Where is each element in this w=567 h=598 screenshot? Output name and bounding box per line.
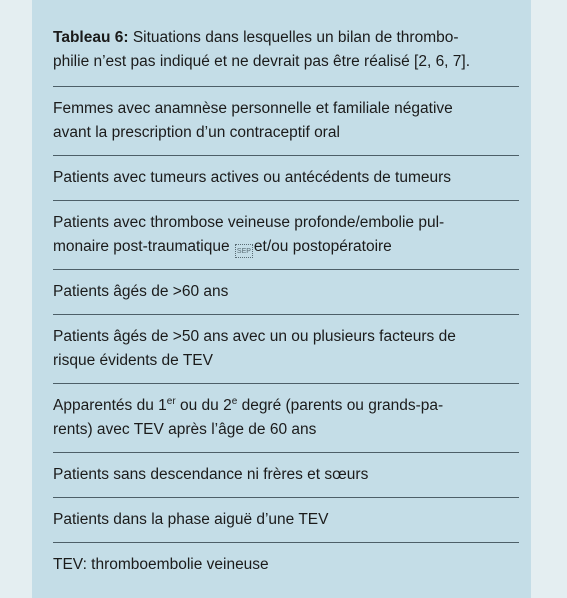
row-text (53, 394, 511, 418)
table-row (53, 156, 519, 201)
row-text: Patients âgés de >50 ans avec un ou plusieurs facteurs de (53, 328, 456, 345)
row-text: rents) avec TEV après l’âge de 60 ans (53, 421, 317, 438)
row-text: avant la prescription d’un contraceptif oral (53, 124, 340, 141)
table-row (53, 315, 519, 384)
row-text: Patients avec thrombose veineuse profonde/embolie pul- (53, 214, 445, 231)
row-text: Patients âgés de >60 ans (53, 283, 229, 300)
row-text-part: ou du 2 (175, 397, 232, 414)
caption-line-2: philie n’est pas indiqué et ne devrait pas être réalisé [2, 6, 7]. (53, 53, 471, 70)
table-row (53, 270, 519, 315)
superscript: e (231, 395, 238, 407)
row-text: TEV: thromboembolie veineuse (53, 556, 269, 573)
table-body (53, 86, 519, 588)
caption-line-1 (53, 26, 511, 50)
row-text-part: et/ou postopératoire (253, 238, 392, 255)
row-text-part: degré (parents ou grands-pa- (237, 397, 444, 414)
caption-text-1: Situations dans lesquelles un bilan de thrombo- (128, 29, 459, 46)
table-row (53, 453, 519, 498)
table-row (53, 87, 519, 156)
row-text: Patients dans la phase aiguë d’une TEV (53, 511, 329, 528)
table-panel (32, 0, 531, 598)
table-row (53, 498, 519, 543)
table-row (53, 384, 519, 453)
row-text: Femmes avec anamnèse personnelle et familiale négative (53, 100, 453, 117)
row-text: Patients avec tumeurs actives ou antécédents de tumeurs (53, 169, 452, 186)
superscript: er (166, 395, 176, 407)
separator-glyph: SEP (235, 244, 253, 258)
row-text: risque évidents de TEV (53, 352, 213, 369)
caption-label: Tableau 6: (53, 29, 129, 46)
row-text-part: monaire post-traumatique (53, 238, 234, 255)
row-text (53, 235, 511, 259)
table-caption (53, 0, 519, 86)
table-row (53, 201, 519, 270)
table-footnote (53, 543, 519, 588)
row-text: Patients sans descendance ni frères et sœurs (53, 466, 369, 483)
row-text-part: Apparentés du 1 (53, 397, 167, 414)
